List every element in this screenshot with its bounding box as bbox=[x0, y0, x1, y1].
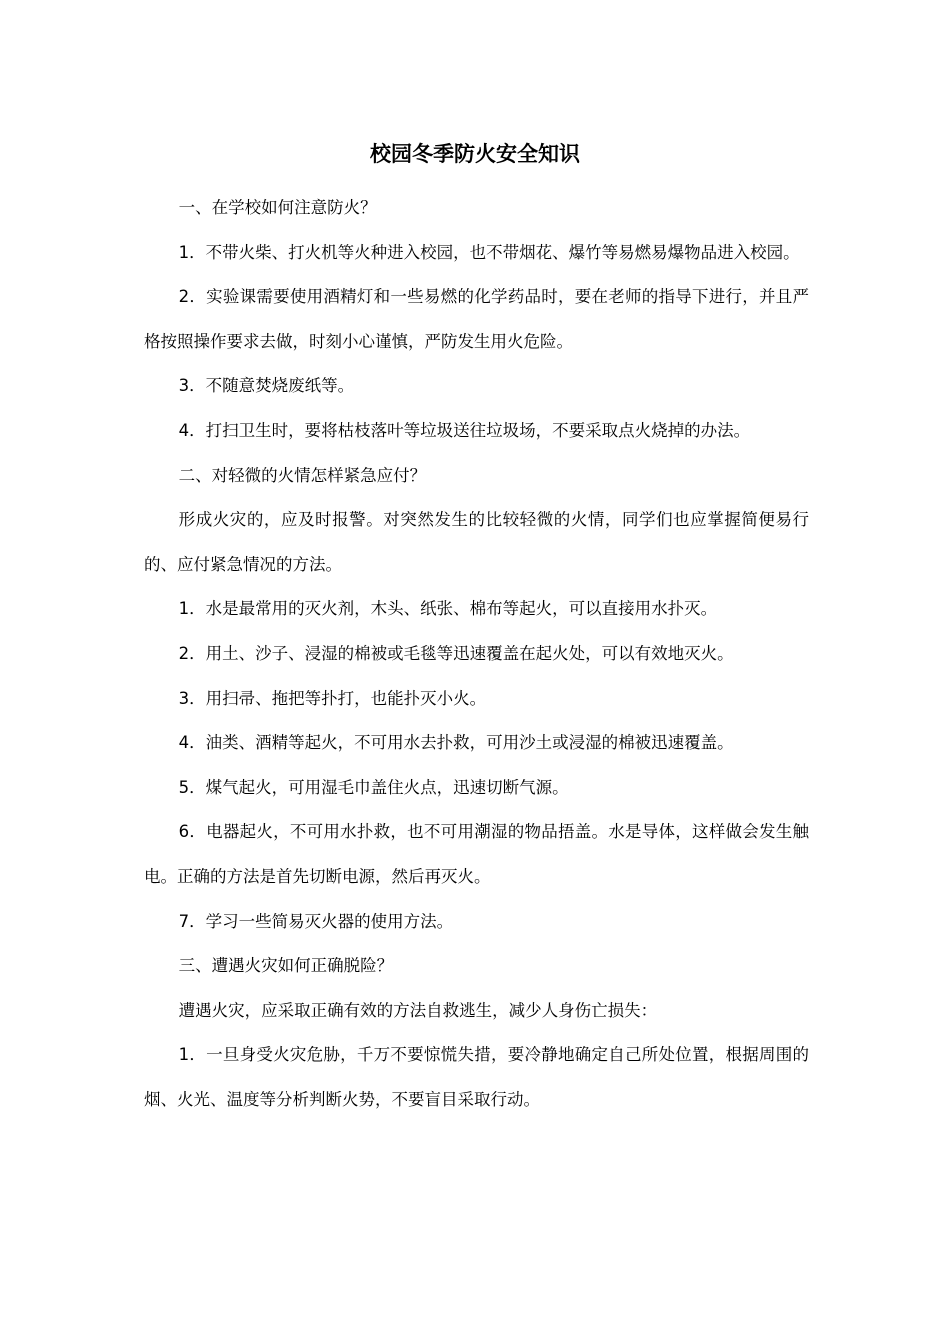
paragraph: 2．用土、沙子、浸湿的棉被或毛毯等迅速覆盖在起火处，可以有效地灭火。 bbox=[178, 643, 734, 663]
section-heading-1: 一、在学校如何注意防火？ bbox=[178, 198, 377, 217]
section-heading-2: 二、对轻微的火情怎样紧急应付？ bbox=[178, 465, 427, 485]
paragraph: 3．用扫帚、拖把等扑打，也能扑灭小火。 bbox=[178, 688, 487, 708]
paragraph: 7．学习一些简易灭火器的使用方法。 bbox=[178, 911, 454, 931]
paragraph: 4．打扫卫生时，要将枯枝落叶等垃圾送往垃圾场，不要采取点火烧掉的办法。 bbox=[178, 420, 751, 440]
paragraph: 形成火灾的，应及时报警。对突然发生的比较轻微的火情，同学们也应掌握简便易行的、应付紧急情况的方法。 bbox=[144, 510, 809, 574]
paragraph: 1．水是最常用的灭火剂，木头、纸张、棉布等起火，可以直接用水扑灭。 bbox=[178, 599, 718, 619]
paragraph: 1．一旦身受火灾危胁，千万不要惊慌失措，要冷静地确定自己所处位置，根据周围的烟、火光、温度等分析判断火势，不要盲目采取行动。 bbox=[144, 1045, 809, 1109]
paragraph: 2．实验课需要使用酒精灯和一些易燃的化学药品时，要在老师的指导下进行，并且严格按照操作要求去做，时刻小心谨慎，严防发生用火危险。 bbox=[144, 287, 809, 351]
document-title: 校园冬季防火安全知识 bbox=[370, 142, 580, 166]
paragraph: 1．不带火柴、打火机等火种进入校园，也不带烟花、爆竹等易燃易爆物品进入校园。 bbox=[178, 242, 800, 262]
document-body bbox=[144, 186, 809, 1122]
paragraph: 6．电器起火，不可用水扑救，也不可用潮湿的物品捂盖。水是导体，这样做会发生触电。正确的方法是首先切断电源，然后再灭火。 bbox=[144, 822, 809, 886]
paragraph: 4．油类、酒精等起火，不可用水去扑救，可用沙土或浸湿的棉被迅速覆盖。 bbox=[178, 733, 734, 753]
paragraph: 遭遇火灾，应采取正确有效的方法自救逃生，减少人身伤亡损失： bbox=[178, 1000, 658, 1020]
section-heading-3: 三、遭遇火灾如何正确脱险？ bbox=[178, 956, 394, 976]
paragraph: 3．不随意焚烧废纸等。 bbox=[178, 376, 355, 396]
paragraph: 5．煤气起火，可用湿毛巾盖住火点，迅速切断气源。 bbox=[178, 777, 569, 797]
